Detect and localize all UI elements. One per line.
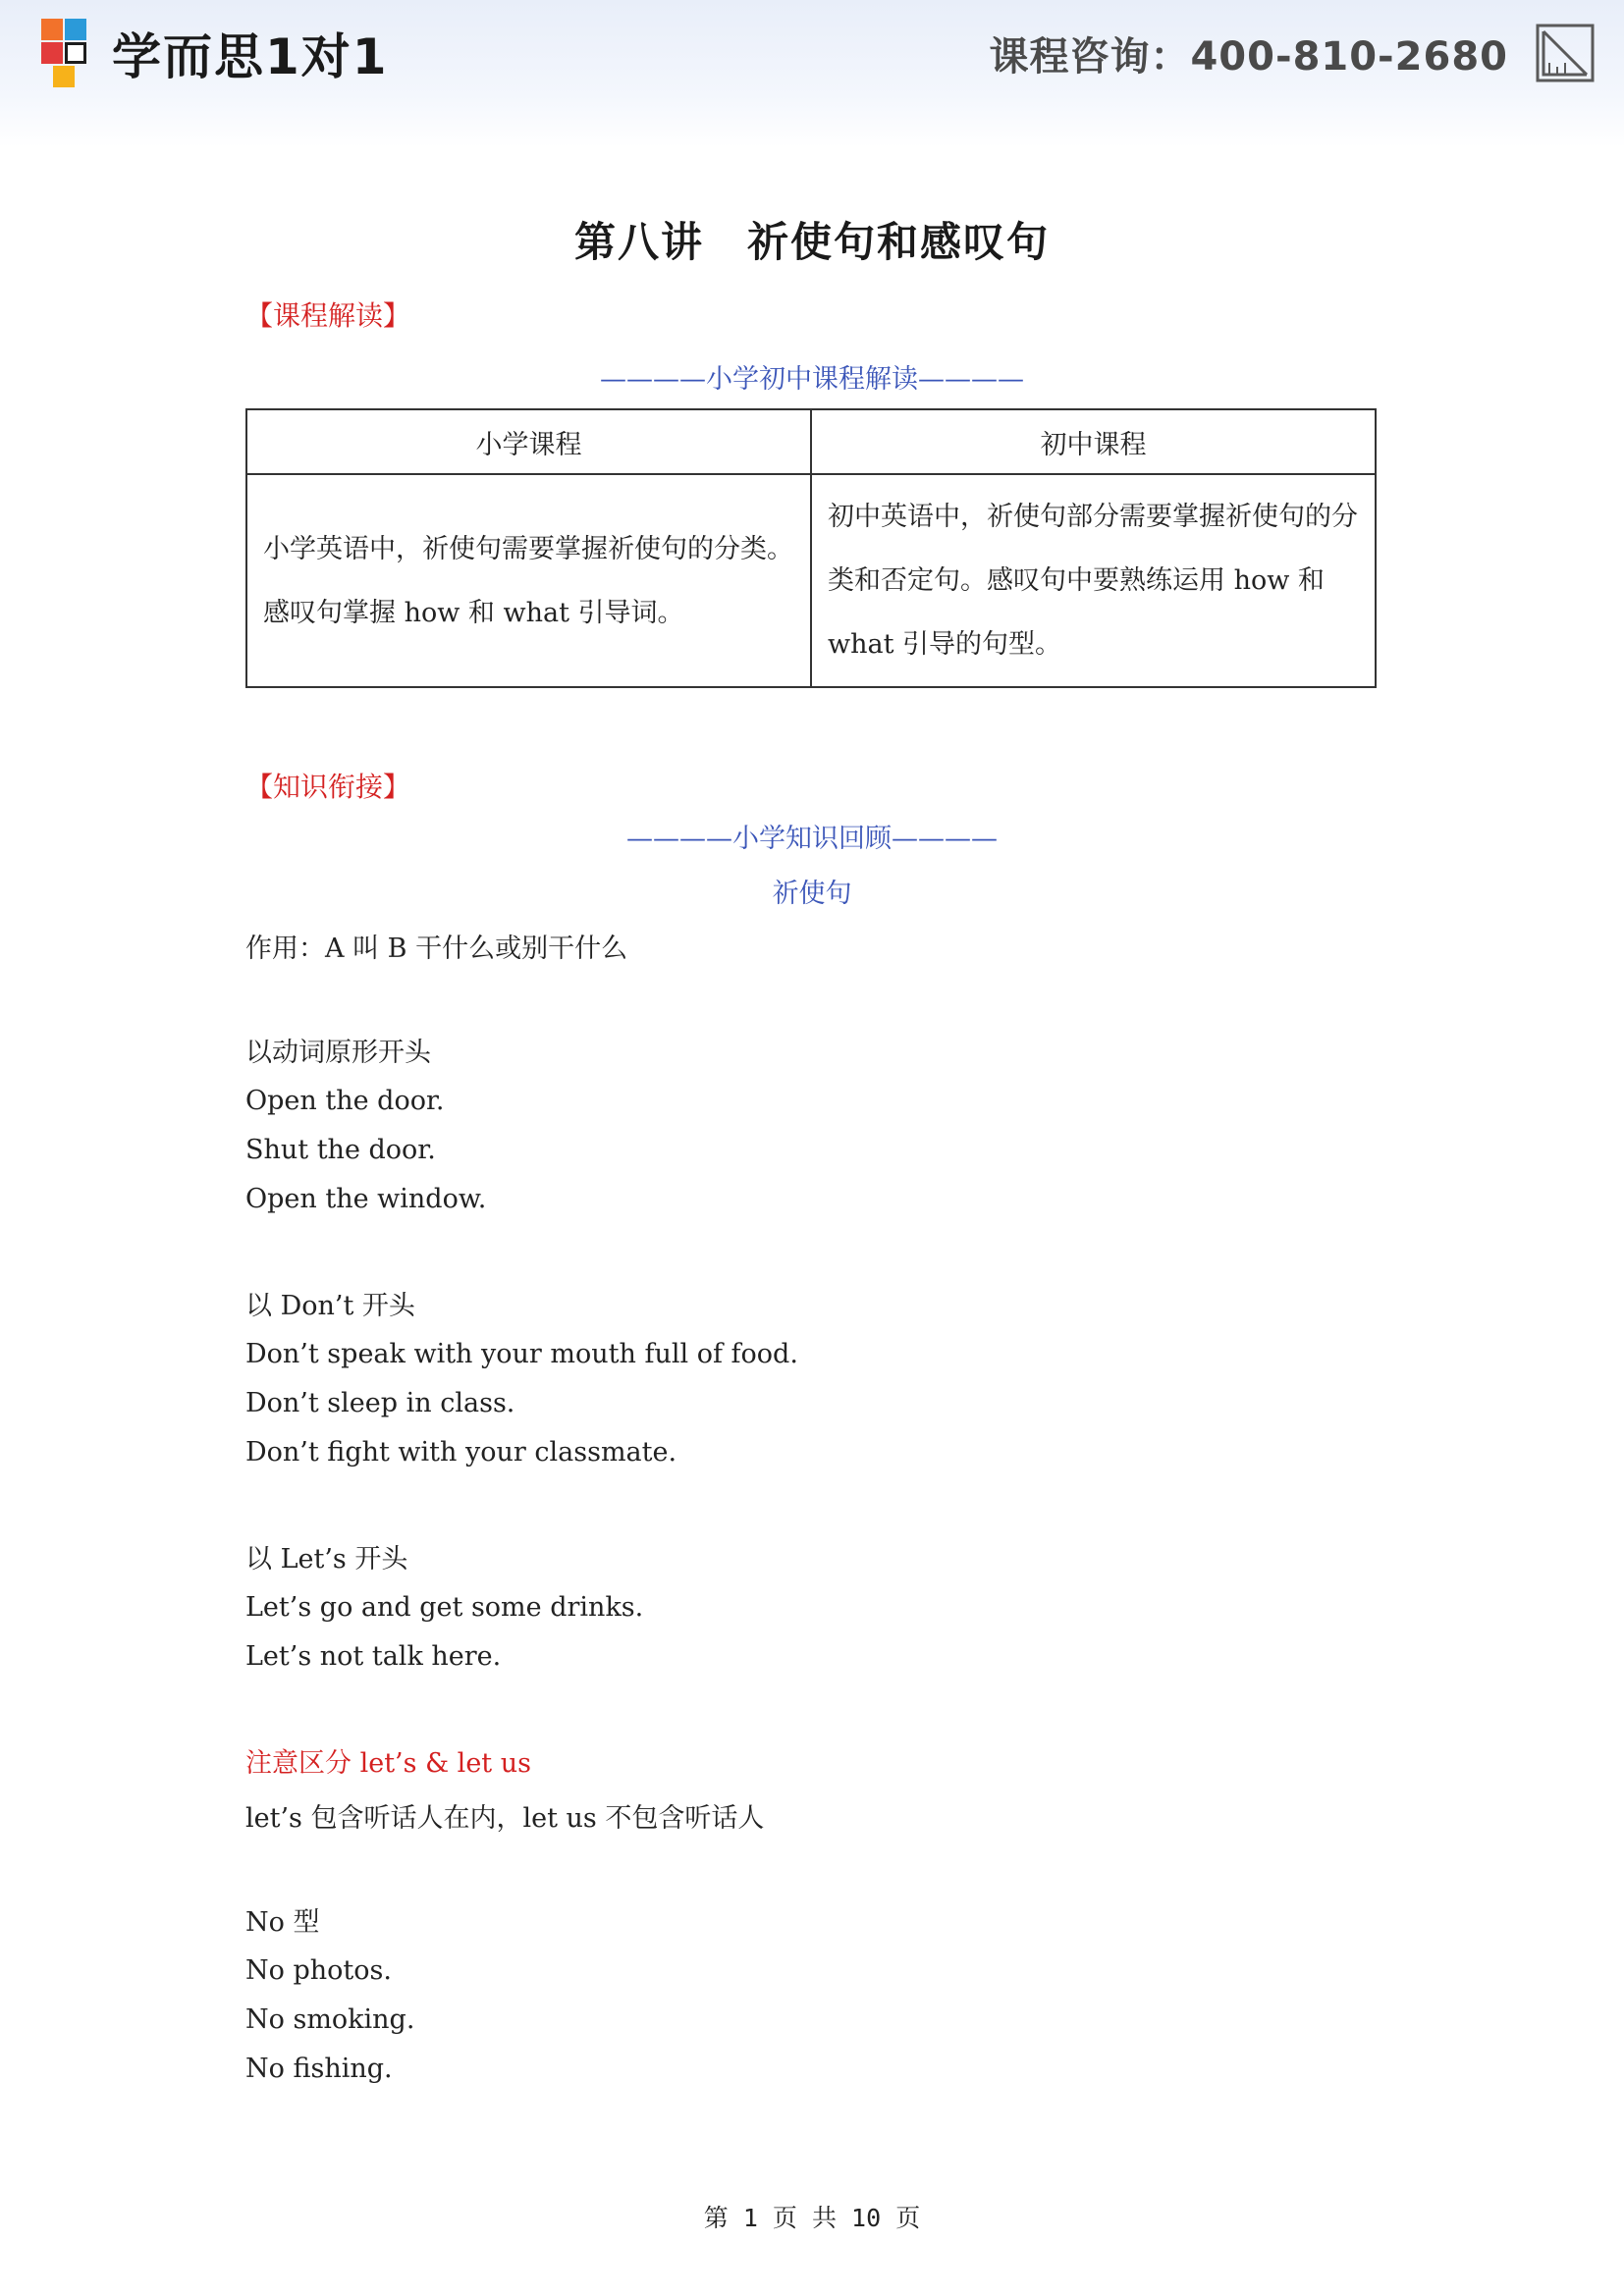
- lesson-title: 第八讲 祈使句和感叹句: [573, 218, 1050, 266]
- example-line: No fishing.: [245, 2054, 393, 2084]
- course-section-label: 【课程解读】: [245, 299, 411, 332]
- course-comparison-table: [245, 408, 1377, 688]
- usage-line: 作用：A 叫 B 干什么或别干什么: [245, 934, 628, 964]
- group-title-verb: 以动词原形开头: [245, 1038, 431, 1068]
- brand-logo: [35, 14, 389, 92]
- table-cell-junior: 初中英语中，祈使句部分需要掌握祈使句的分类和否定句。感叹句中要熟练运用 how 和 what 引导的句型。: [811, 474, 1376, 687]
- example-line: Let’s go and get some drinks.: [245, 1592, 644, 1623]
- page-number: 第 1 页 共 10 页: [703, 2204, 921, 2232]
- table-header-primary: 小学课程: [246, 409, 811, 474]
- group-title-no: No 型: [245, 1907, 320, 1938]
- example-line: Don’t fight with your classmate.: [245, 1437, 677, 1468]
- note-text: let’s 包含听话人在内，let us 不包含听话人: [245, 1803, 765, 1834]
- example-line: Open the window.: [245, 1184, 487, 1214]
- ruler-icon: [1536, 24, 1595, 82]
- table-cell-primary: 小学英语中，祈使句需要掌握祈使句的分类。感叹句掌握 how 和 what 引导词。: [246, 474, 811, 687]
- example-line: Let’s not talk here.: [245, 1641, 502, 1672]
- course-section-heading: ————小学初中课程解读————: [600, 364, 1024, 395]
- knowledge-section-heading: ————小学知识回顾————: [626, 824, 998, 854]
- group-title-lets: 以 Let’s 开头: [245, 1544, 408, 1575]
- topic-subheading: 祈使句: [772, 879, 852, 909]
- table-row: [246, 474, 1376, 687]
- example-line: No smoking.: [245, 2004, 415, 2035]
- example-line: No photos.: [245, 1955, 392, 1986]
- hotline-text: 课程咨询：400-810-2680: [989, 34, 1508, 80]
- example-line: Open the door.: [245, 1086, 445, 1116]
- example-line: Don’t sleep in class.: [245, 1388, 515, 1418]
- logo-mark-icon: [35, 17, 98, 89]
- table-header-junior: 初中课程: [811, 409, 1376, 474]
- brand-name: 学而思1对1: [112, 28, 389, 85]
- knowledge-section-label: 【知识衔接】: [245, 771, 411, 803]
- table-header-row: [246, 409, 1376, 474]
- note-title: 注意区分 let’s & let us: [245, 1748, 531, 1779]
- example-line: Don’t speak with your mouth full of food.: [245, 1339, 798, 1369]
- group-title-dont: 以 Don’t 开头: [245, 1291, 415, 1321]
- example-line: Shut the door.: [245, 1135, 436, 1165]
- page-header: [0, 0, 1624, 147]
